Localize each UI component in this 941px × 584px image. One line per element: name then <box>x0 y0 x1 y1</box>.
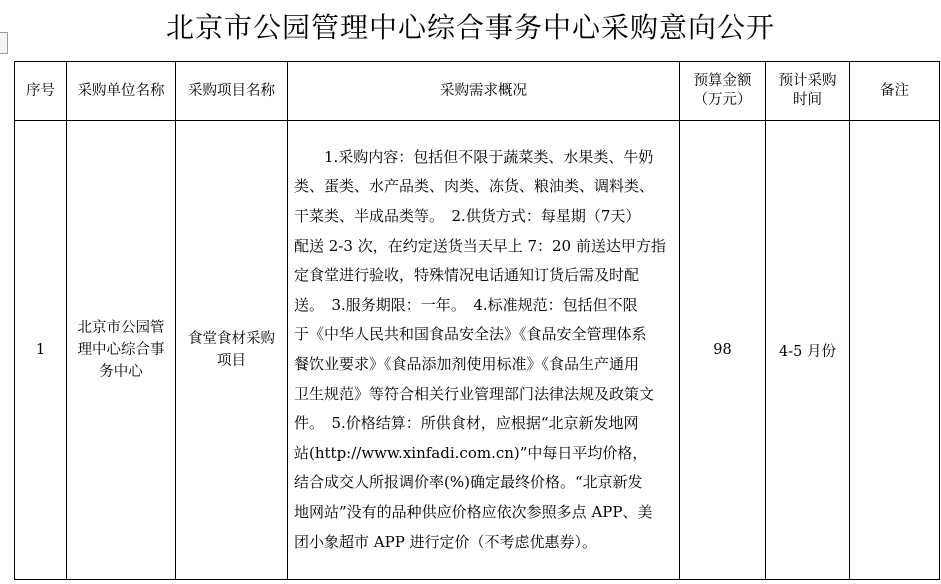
header-budget-line2: （万元） <box>693 92 752 108</box>
needs-line: 干菜类、半成品类等。 2.供货方式：每星期（7天） <box>294 207 641 226</box>
cell-needs-description <box>288 121 680 580</box>
needs-line: 类、蛋类、水产品类、肉类、冻货、粮油类、调料类、 <box>294 177 655 196</box>
header-needs: 采购需求概况 <box>288 62 680 121</box>
header-unit: 采购单位名称 <box>67 62 176 121</box>
header-budget-line1: 预算金额 <box>693 73 752 89</box>
cell-unit-line2: 理中心综合事 <box>77 342 165 358</box>
needs-line: 餐饮业要求》《食品添加剂使用标准》《食品生产通用 <box>294 355 640 373</box>
header-time-line1: 预计采购 <box>778 73 837 89</box>
needs-line: 于《中华人民共和国食品安全法》《食品安全管理体系 <box>294 325 647 344</box>
header-project: 采购项目名称 <box>176 62 288 121</box>
page-title: 北京市公园管理中心综合事务中心采购意向公开 <box>165 11 775 44</box>
cell-project <box>176 121 288 580</box>
cell-budget: 98 <box>680 121 766 580</box>
page-edge-marker <box>0 32 8 54</box>
needs-line: 配送 2-3 次，在约定送货当天早上 7：20 前送达甲方指 <box>294 236 666 255</box>
needs-line: 结合成交人所报调价率(%)确定最终价格。“北京新发 <box>294 473 643 492</box>
needs-text <box>294 143 673 557</box>
cell-remark <box>850 121 940 580</box>
header-remark: 备注 <box>850 62 940 121</box>
cell-unit <box>67 121 176 580</box>
cell-project-line2: 项目 <box>217 353 246 369</box>
cell-unit-line3: 务中心 <box>99 364 143 380</box>
header-time <box>766 62 850 121</box>
cell-unit-line1: 北京市公园管 <box>77 320 165 336</box>
needs-line: 1.采购内容：包括但不限于蔬菜类、水果类、牛奶 <box>324 147 654 166</box>
needs-line: 件。 5.价格结算：所供食材，应根据“北京新发地网 <box>294 414 639 433</box>
cell-project-line1: 食堂食材采购 <box>188 331 275 347</box>
cell-index: 1 <box>15 121 67 580</box>
header-budget <box>680 62 766 121</box>
table-row <box>15 121 940 580</box>
needs-line: 团小象超市 APP 进行定价（不考虑优惠券）。 <box>294 532 598 551</box>
needs-line: 地网站”没有的品种供应价格应依次参照多点 APP、美 <box>294 502 653 521</box>
needs-line: 卫生规范》等符合相关行业管理部门法律法规及政策文 <box>294 384 655 403</box>
header-time-line2: 时间 <box>793 92 822 108</box>
needs-line: 送。 3.服务期限：一年。 4.标准规范：包括但不限 <box>294 295 638 314</box>
needs-line: 定食堂进行验收，特殊情况电话通知订货后需及时配 <box>294 266 640 285</box>
header-row <box>15 62 940 121</box>
header-index: 序号 <box>15 62 67 121</box>
procurement-table <box>14 61 940 580</box>
needs-line: 站(http://www.xinfadi.com.cn)”中每日平均价格， <box>294 443 648 462</box>
cell-time: 4-5 月份 <box>766 121 850 580</box>
